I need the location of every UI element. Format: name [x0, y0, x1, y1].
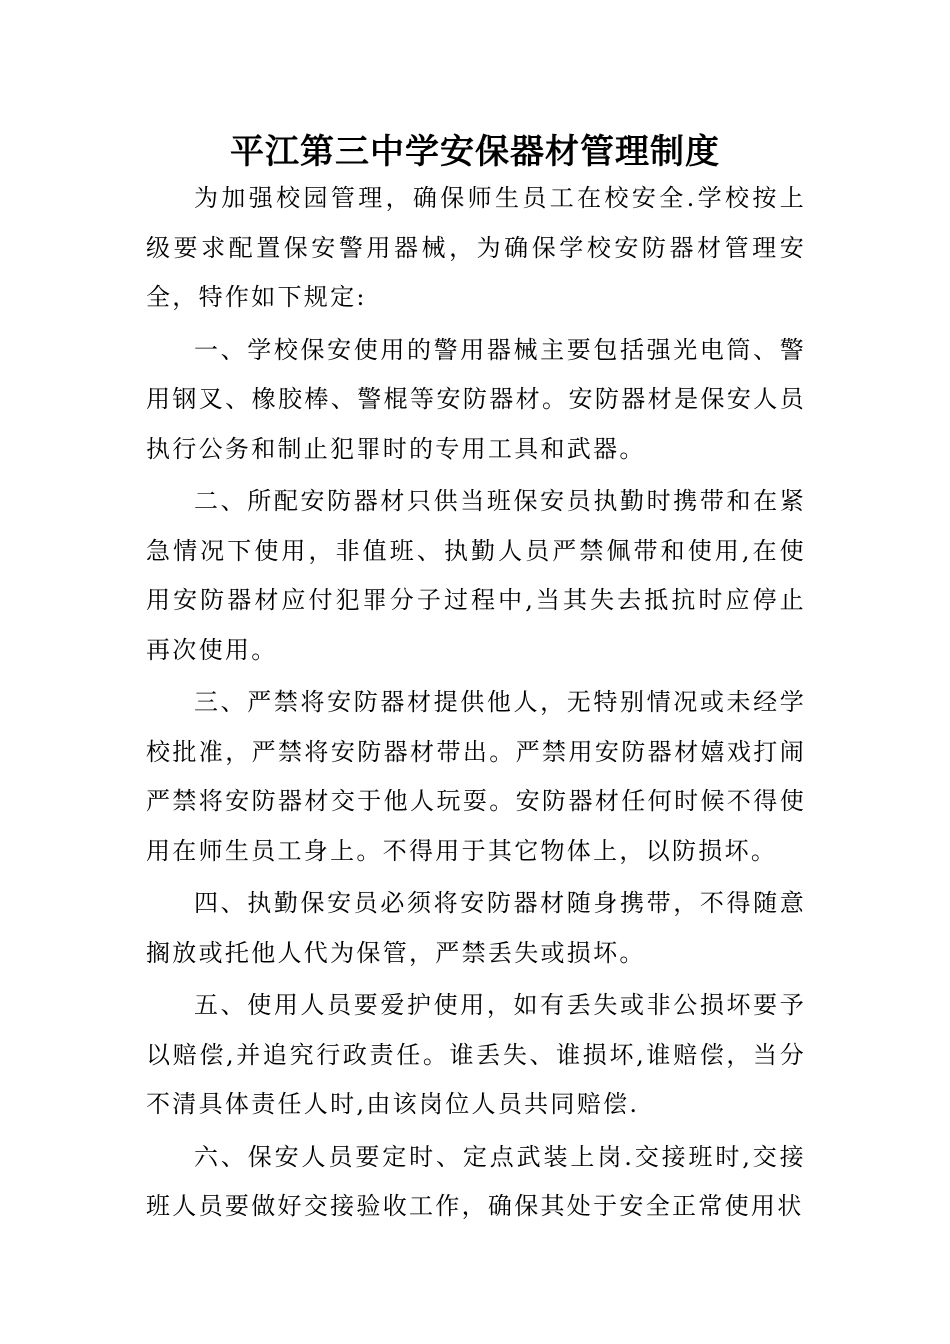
document-body	[146, 174, 806, 1235]
rule-paragraph-1: 一、学校保安使用的警用器械主要包括强光电筒、警用钢叉、橡胶棒、警棍等安防器材。安防器材是保安人员执行公务和制止犯罪时的专用工具和武器。	[146, 335, 806, 463]
rule-paragraph-5: 五、使用人员要爱护使用，如有丢失或非公损坏要予以赔偿,并追究行政责任。谁丢失、谁损坏,谁赔偿，当分不清具体责任人时,由该岗位人员共同赔偿.	[146, 991, 806, 1118]
rule-paragraph-3: 三、严禁将安防器材提供他人，无特别情况或未经学校批准，严禁将安防器材带出。严禁用安防器材嬉戏打闹严禁将安防器材交于他人玩耍。安防器材任何时候不得使用在师生员工身上。不得用于其它物体上，以防损坏。	[146, 688, 806, 865]
document-title: 平江第三中学安保器材管理制度	[230, 132, 720, 172]
intro-paragraph: 为加强校园管理，确保师生员工在校安全.学校按上级要求配置保安警用器械，为确保学校安防器材管理安全，特作如下规定:	[146, 184, 806, 311]
rule-paragraph-4: 四、执勤保安员必须将安防器材随身携带，不得随意搁放或托他人代为保管，严禁丢失或损坏。	[146, 889, 806, 967]
rule-paragraph-6: 六、保安人员要定时、定点武装上岗.交接班时,交接班人员要做好交接验收工作，确保其处于安全正常使用状	[146, 1142, 806, 1220]
rule-paragraph-2: 二、所配安防器材只供当班保安员执勤时携带和在紧急情况下使用，非值班、执勤人员严禁佩带和使用,在使用安防器材应付犯罪分子过程中,当其失去抵抗时应停止再次使用。	[146, 487, 806, 664]
